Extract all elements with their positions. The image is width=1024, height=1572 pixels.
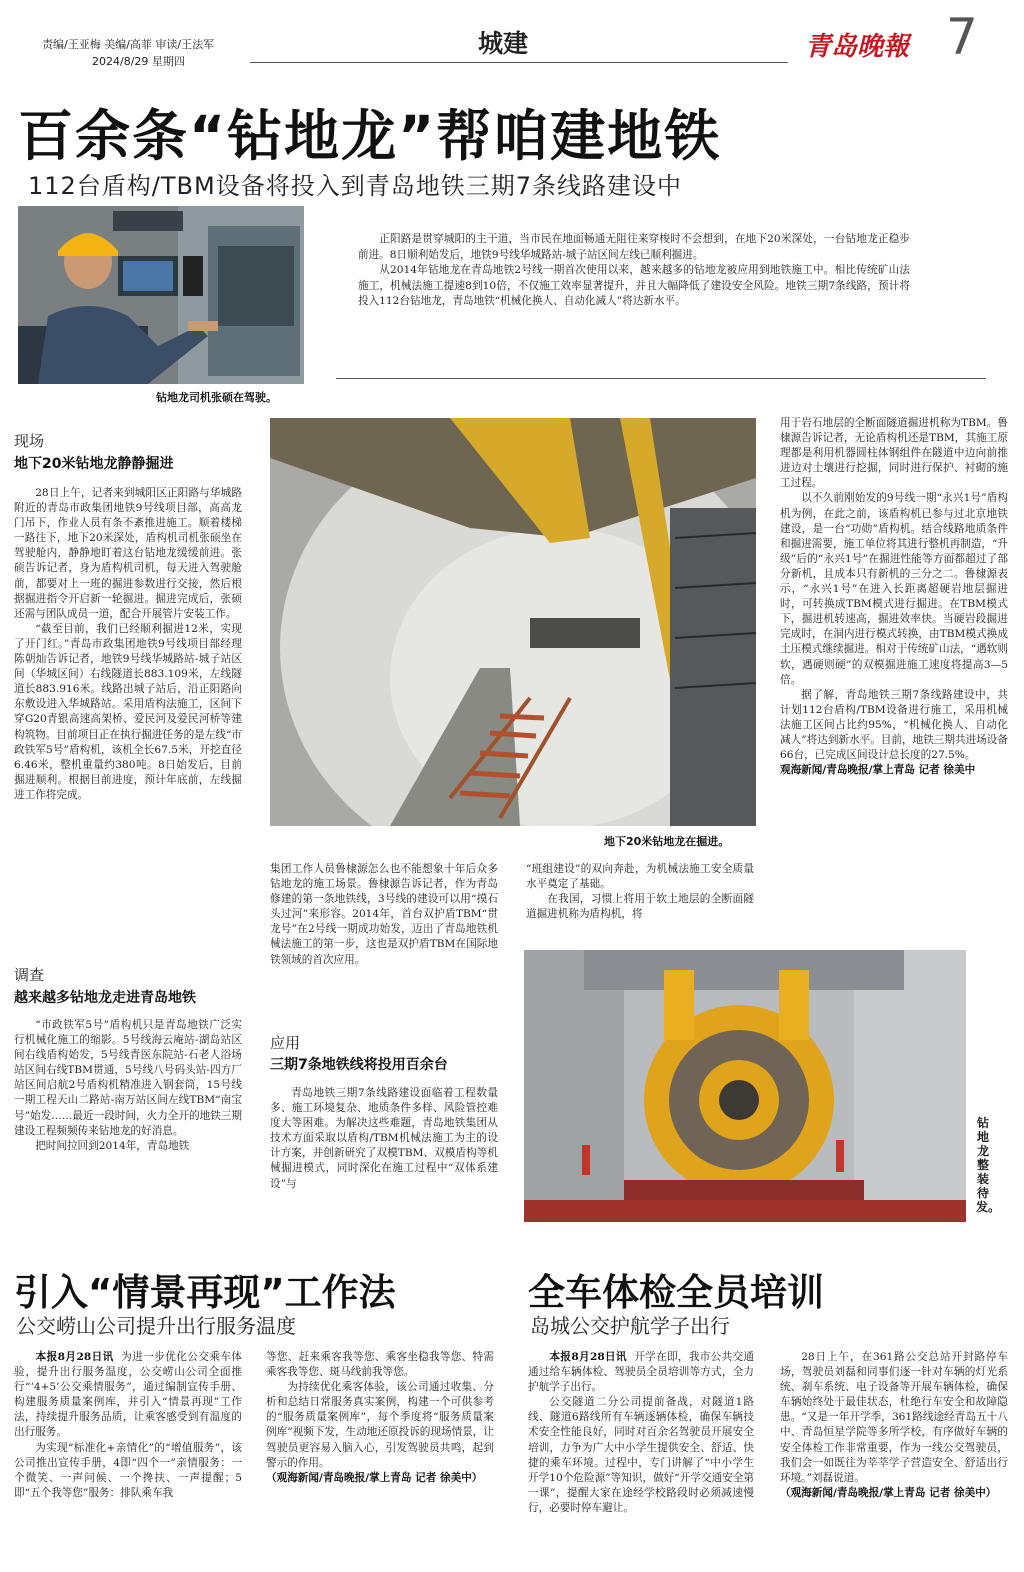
paragraph: 公交隧道二分公司提前备战，对隧道1路线、隧道6路线所有车辆逐辆体检，确保车辆技术安全性能良好，同时对百余名驾驶员开展安全培训，力争为广大中小学生提供安全、舒适、快捷的乘车环境。过程中，专门讲解了“中小学生开学10个危险源”等知识，做好“开学交通安全第一课”，提醒大家在途经学校路段时必须减速慢行，必要时停车避让。: [528, 1396, 754, 1514]
column1-body: [14, 486, 242, 956]
paragraph: “市政铁军5号”盾构机只是青岛地铁广泛实行机械化施工的缩影。5号线海云庵站-湖岛站区间右线盾构始发，5号线青医东院站-石老人浴场站区间右线TBM贯通，5号线八号码头站-四方厂站区间启航2号盾构机精准进入钢套筒，15号线一期工程天山二路站-南万站区间左线TBM“南宝号”始发……最近一段时间，火力全开的地铁三期建设工程频频传来钻地龙的好消息。: [14, 1019, 242, 1137]
driver-photo: [18, 206, 304, 384]
right-story-col2: [780, 1350, 1008, 1568]
paragraph: 以不久前刚始发的9号线一期“永兴1号”盾构机为例，在此之前，该盾构机已参与过北京地铁建设，是一台“功勋”盾构机。结合线路地质条件和掘进需要，施工单位将其进行整机再制造，“升级”后的“永兴1号”在掘进性能等方面都超过了部分新机，且成本只有新机的三分之二。鲁棣源表示，“永兴1号”在进入长距离超硬岩地层掘进时，可转换成TBM模式进行掘进。在TBM模式下，掘进机转速高，掘进效率快。当硬岩段掘进完成时，在洞内进行模式转换，由TBM模式换成土压模式继续掘进。相对于传统矿山法，“遇软则软，遇硬则硬”的双模掘进施工速度将提高3—5倍。: [780, 492, 1008, 686]
paragraph: 青岛地铁三期7条线路建设面临着工程数量多、施工环境复杂、地质条件多样、风险管控难度大等困难。为解决这些难题，青岛地铁集团从技术方面采取以盾构/TBM机械法施工为主的设计方案，并创新研究了双模TBM、双模盾构等机械掘进模式，同时深化在施工过程中“双体系建设”与: [270, 1087, 498, 1190]
paragraph: 用于岩石地层的全断面隧道掘进机称为TBM。鲁棣源告诉记者，无论盾构机还是TBM，其施工原理都是利用机器圆柱体钢组件在隧道中边向前推进边对土壤进行挖掘，同时进行保护、衬砌的施工过程。: [780, 417, 1008, 490]
column4-body: [780, 416, 1008, 936]
lead-paragraph-1: 正阳路是贯穿城阳的主干道，当市民在地面畅通无阻往来穿梭时不会想到，在地下20米深处，一台钻地龙正稳步前进。8日顺利始发后，地铁9号线华城路站-城子站区间左线已顺利掘进。: [358, 233, 910, 261]
driver-photo-caption: 钻地龙司机张硕在驾驶。: [156, 391, 277, 404]
paragraph: 把时间拉回到2014年，青岛地铁: [35, 1139, 190, 1152]
byline: 观海新闻/青岛晚报/掌上青岛 记者 徐美中: [780, 764, 976, 777]
dateline: 本报8月28日讯: [35, 1351, 114, 1363]
paragraph: 在我国，习惯上将用于软土地层的全断面隧道掘进机称为盾构机，将: [526, 893, 754, 921]
column2-body-2: [270, 1086, 498, 1226]
paragraph: 为实现“标准化+亲情化”的“增值服务”，该公司推出宣传手册，4即“四个一”亲情服务：一个微笑、一声问候、一个搀扶、一声提醒；5即“五个我等您”服务：排队乘车我: [14, 1441, 242, 1499]
left-story-col2: [266, 1350, 494, 1568]
section-title-application: 三期7条地铁线将投用百余台: [270, 1057, 448, 1073]
dateline: 本报8月28日讯: [549, 1351, 627, 1363]
right-story-col1: [528, 1350, 754, 1568]
newspaper-logo: 青岛晚報: [805, 32, 910, 62]
paragraph: “截至目前，我们已经顺利掘进12米，实现了开门红。”青岛市政集团地铁9号线项目部经理陈朝灿告诉记者，地铁9号线华城路站-城子站区间（华城区间）右线隧道长883.109米，左线隧道长883.916米。线路出城子站后，沿正阳路向东敷设进入华城路站。采用盾构法施工，区间下穿G20青银高速高架桥、爱民河及爱民河桥等建构筑物。目前项目正在执行掘进任务的是左线“市政铁军5号”盾构机，该机全长67.5米，开挖直径6.46米，整机重量约380吨。8日始发后，目前掘进顺利。根据目前进度，预计年底前，左线掘进工作将完成。: [14, 622, 242, 801]
byline: （观海新闻/青岛晚报/掌上青岛 记者 徐美中）: [780, 1486, 997, 1499]
right-headline: 全车体检全员培训: [528, 1271, 824, 1314]
left-story-col1: [14, 1350, 242, 1568]
issue-date: 2024/8/29 星期四: [92, 55, 185, 68]
credits: 责编/王亚梅 美编/高菲 审读/王法军: [42, 38, 215, 51]
left-headline: 引入“情景再现”工作法: [14, 1271, 396, 1314]
lead-rule: [336, 378, 986, 379]
section-label-onsite: 现场: [14, 432, 45, 450]
masthead-rule: [250, 62, 788, 63]
paragraph: 为持续优化乘客体验，该公司通过收集、分析和总结日常服务真实案例，构建一个可供参考的“服务质量案例库”，每个季度将“服务质量案例库”视频下发，生动地还原投诉的现场情景，让驾驶员更容易入脑入心，引发驾驶员共鸣，起到警示的作用。: [266, 1381, 494, 1469]
left-deck: 公交崂山公司提升出行服务温度: [16, 1314, 296, 1338]
tunnel-photo: [270, 418, 756, 826]
tbm-photo-caption: 钻地龙整装待发。: [976, 1116, 1001, 1214]
right-deck: 岛城公交护航学子出行: [530, 1314, 730, 1338]
column2-body: [270, 862, 498, 1022]
section-title-survey: 越来越多钻地龙走进青岛地铁: [14, 990, 196, 1006]
paragraph: 28日上午，在361路公交总站开封路停车场，驾驶员刘磊和同事们逐一针对车辆的灯光系统、刹车系统、电子设备等开展车辆体检，确保车辆始终处于最佳状态，杜绝行车安全和故障隐患。“又是一年开学季，361路线途经青岛五十八中、青岛恒星学院等多所学校，有序做好车辆的安全体检工作非常重要，作为一线公交驾驶员，我们会一如既往为莘莘学子营造安全、舒适出行环境。”刘磊说道。: [780, 1351, 1008, 1484]
section-title-onsite: 地下20米钻地龙静静掘进: [14, 456, 174, 472]
column1-body-2: [14, 1018, 242, 1230]
paragraph: 等您、赶来乘客我等您、乘客坐稳我等您、特需乘客我等您、斑马线前我等您。: [266, 1351, 494, 1379]
tunnel-photo-caption: 地下20米钻地龙在掘进。: [604, 835, 730, 848]
lead-text: [358, 232, 910, 310]
paragraph: 据了解，青岛地铁三期7条线路建设中，共计划112台盾构/TBM设备进行施工，采用机械法施工区间占比约95%，“机械化换人、自动化减人”将达到新水平。目前，地铁三期共进场设备66台，已完成区间设计总长度的27.5%。: [780, 688, 1008, 762]
section-label-application: 应用: [270, 1034, 301, 1052]
paragraph: 为进一步优化公交乘车体验，提升出行服务温度，公交崂山公司全面推行“‘4+5’公交乘情服务”，通过编制宣传手册、构建服务质量案例库，并引入“情景再现”工作法，持续提升服务品质，让乘客感受到有温度的出行服务。: [14, 1351, 242, 1439]
paragraph: 集团工作人员鲁棣源怎么也不能想象十年后众多钻地龙的施工场景。鲁棣源告诉记者，作为青岛修建的第一条地铁线，3号线的建设可以用“摸石头过河”来形容。2014年，首台双护盾TBM“贯龙号”在2号线一期成功始发，迈出了青岛地铁机械法施工的第一步，这也是双护盾TBM在国际地铁领域的首次应用。: [270, 863, 498, 966]
paragraph: 开学在即，我市公共交通通过给车辆体检、驾驶员全员培训等方式，全力护航学子出行。: [528, 1351, 754, 1394]
section-label-survey: 调查: [14, 966, 45, 984]
page-number: 7: [946, 8, 978, 66]
main-deck: 112台盾构/TBM设备将投入到青岛地铁三期7条线路建设中: [28, 172, 682, 200]
lead-paragraph-2: 从2014年钻地龙在青岛地铁2号线一期首次使用以来，越来越多的钻地龙被应用到地铁施工中。相比传统矿山法施工，机械法施工提速8到10倍，不仅施工效率显著提升，并且大幅降低了建设安全风险。地铁三期7条线路，预计将投入112台钻地龙，青岛地铁“机械化换人、自动化减人”将达新水平。: [358, 264, 910, 308]
column3-body: [526, 862, 754, 934]
main-headline: 百余条“钻地龙”帮咱建地铁: [18, 104, 722, 168]
section-name: 城建: [478, 29, 529, 58]
byline: （观海新闻/青岛晚报/掌上青岛 记者 徐美中）: [266, 1471, 483, 1484]
paragraph: “班组建设”的双向奔赴，为机械法施工安全质量水平奠定了基础。: [526, 863, 754, 891]
paragraph: 28日上午，记者来到城阳区正阳路与华城路附近的青岛市政集团地铁9号线项目部，高高龙门吊下，作业人员有条不紊推进施工。顺着楼梯一路往下，地下20米深处，盾构机司机张硕坐在驾驶舱内，静静地盯着这台钻地龙缓缓前进。张硕告诉记者，身为盾构机司机，每天进入驾驶舱前，都要对上一班的掘进参数进行交接，然后根据掘进指令开启新一轮掘进。掘进完成后，张硕还需与团队成员一道，配合开展管片安装工作。: [14, 487, 242, 620]
tbm-photo: [524, 950, 966, 1222]
